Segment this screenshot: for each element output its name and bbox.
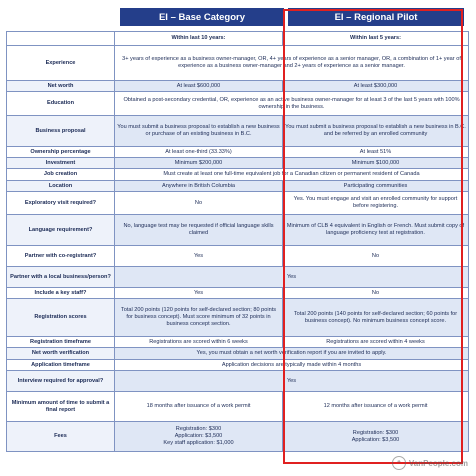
row-label: Job creation [7, 169, 115, 181]
corner-cell [7, 32, 115, 46]
base-value: No [115, 192, 283, 215]
base-value: Registration: $300 Application: $3,500 Key staff application: $1,000 [115, 422, 283, 452]
watermark [392, 456, 468, 470]
base-value: You must submit a business proposal to establish a new business or purchase of an existing business in B.C. [115, 116, 283, 147]
pilot-value: Yes. You must engage and visit an enrolled community for support before registering. [283, 192, 469, 215]
base-value: Yes [115, 288, 283, 299]
base-value: Yes [115, 246, 283, 267]
table-row [7, 267, 469, 288]
pilot-value: You must submit a business proposal to establish a new business in B.C. and be referred by an enrolled community [283, 116, 469, 147]
pilot-value: No [283, 246, 469, 267]
row-label: Net worth [7, 81, 115, 92]
base-value: 18 months after issuance of a work permit [115, 392, 283, 422]
pilot-value: 12 months after issuance of a work permit [283, 392, 469, 422]
shared-value: Yes [115, 371, 469, 392]
row-label: Language requirement? [7, 215, 115, 246]
header-regional-pilot: EI – Regional Pilot [288, 8, 464, 26]
row-label: Exploratory visit required? [7, 192, 115, 215]
table-row [7, 422, 469, 452]
table-row [7, 147, 469, 158]
subheader-base: Within last 10 years: [115, 32, 283, 46]
table-row [7, 215, 469, 246]
table-row [7, 299, 469, 337]
base-value: At least one-third (33.33%) [115, 147, 283, 158]
shared-value: Yes, you must obtain a net worth verification report if you are invited to apply. [115, 348, 469, 360]
pilot-value: Minimum of CLB 4 equivalent in English or French. Must submit copy of language proficiency test at registration. [283, 215, 469, 246]
shared-value: Application decisions are typically made within 4 months [115, 360, 469, 371]
row-label: Investment [7, 158, 115, 169]
row-label: Include a key staff? [7, 288, 115, 299]
shared-value: Must create at least one full-time equivalent job for a Canadian citizen or permanent resident of Canada [115, 169, 469, 181]
base-value: Registrations are scored within 6 weeks [115, 337, 283, 348]
row-label: Fees [7, 422, 115, 452]
base-value: At least $600,000 [115, 81, 283, 92]
table-row [7, 169, 469, 181]
pilot-value: Participating communities [283, 181, 469, 192]
row-label: Interview required for approval? [7, 371, 115, 392]
row-label: Ownership percentage [7, 147, 115, 158]
shared-value: 3+ years of experience as a business owner-manager, OR, 4+ years of experience as a senior manager, OR, a combination of 1+ year of experience as a business owner-manager and 2+ years of experience as a senior manager. [115, 46, 469, 81]
base-value: No, language test may be requested if official language skills claimed [115, 215, 283, 246]
shared-value: Obtained a post-secondary credential, OR, experience as an active business owner-manager for at least 3 of the last 5 years with 100% ownership in the business. [115, 92, 469, 116]
row-label: Net worth verification [7, 348, 115, 360]
table-row [7, 158, 469, 169]
row-label: Registration scores [7, 299, 115, 337]
pilot-value: Minimum $100,000 [283, 158, 469, 169]
table-row [7, 348, 469, 360]
comparison-table [6, 31, 469, 452]
watermark-text: VanPeople.com [408, 458, 468, 468]
row-label: Partner with co-registrant? [7, 246, 115, 267]
header-base-category: EI – Base Category [120, 8, 284, 26]
table-row [7, 288, 469, 299]
base-value: Anywhere in British Columbia [115, 181, 283, 192]
row-label: Experience [7, 46, 115, 81]
row-label: Education [7, 92, 115, 116]
table-row [7, 46, 469, 81]
row-label: Partner with a local business/person? [7, 267, 115, 288]
table-row [7, 192, 469, 215]
table-row [7, 360, 469, 371]
table-row [7, 337, 469, 348]
row-label: Minimum amount of time to submit a final report [7, 392, 115, 422]
table-row [7, 181, 469, 192]
table-row [7, 116, 469, 147]
table-row [7, 92, 469, 116]
pilot-value: At least $300,000 [283, 81, 469, 92]
pilot-value: Registration: $300 Application: $3,500 [283, 422, 469, 452]
table-row [7, 81, 469, 92]
base-value: Total 200 points (120 points for self-declared section; 80 points for business concept). Must score minimum of 32 points in business concept section. [115, 299, 283, 337]
pilot-value: No [283, 288, 469, 299]
base-value: Minimum $200,000 [115, 158, 283, 169]
table-row [7, 246, 469, 267]
table-row [7, 371, 469, 392]
row-label: Application timeframe [7, 360, 115, 371]
shared-value: Yes [115, 267, 469, 288]
pilot-value: Total 200 points (140 points for self-declared section; 60 points for business concept). No minimum business concept score. [283, 299, 469, 337]
table-row [7, 392, 469, 422]
subheader-pilot: Within last 5 years: [283, 32, 469, 46]
pilot-value: At least 51% [283, 147, 469, 158]
row-label: Registration timeframe [7, 337, 115, 348]
chat-icon: ❝ [392, 456, 406, 470]
row-label: Location [7, 181, 115, 192]
row-label: Business proposal [7, 116, 115, 147]
pilot-value: Registrations are scored within 4 weeks [283, 337, 469, 348]
